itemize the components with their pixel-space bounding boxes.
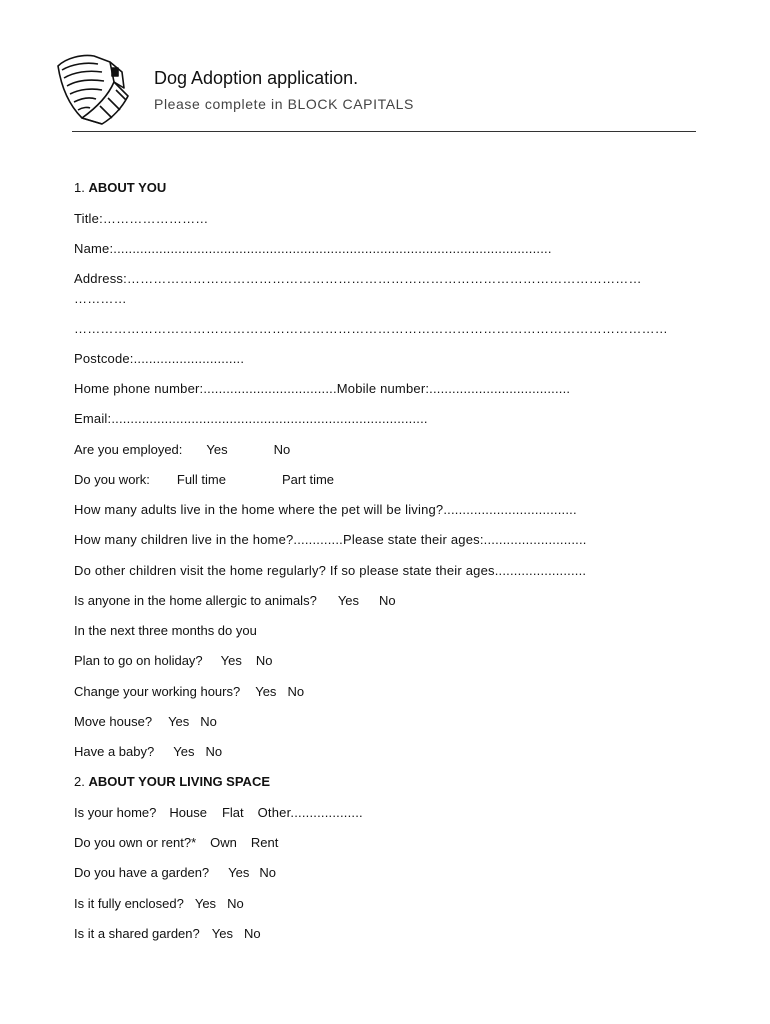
- visiting-children-question: Do other children visit the home regularly? If so please state their ages........................: [74, 563, 587, 578]
- move-no-option[interactable]: No: [200, 714, 217, 729]
- shared-no-option[interactable]: No: [243, 926, 261, 941]
- shared-garden-row: [74, 926, 261, 942]
- garden-no-option[interactable]: No: [259, 865, 276, 880]
- part-time-option[interactable]: Part time: [282, 472, 335, 487]
- section-heading: ABOUT YOU: [88, 180, 167, 195]
- hours-row: [74, 684, 304, 700]
- allergic-yes-option[interactable]: Yes: [337, 593, 360, 608]
- baby-no-option[interactable]: No: [205, 744, 223, 759]
- children-ages-field[interactable]: Please state their ages:...........................: [343, 532, 587, 547]
- next-months-text: In the next three months do you: [74, 623, 257, 638]
- home-type-question: Is your home?: [74, 805, 157, 820]
- own-option[interactable]: Own: [210, 835, 237, 850]
- enclosed-yes-option[interactable]: Yes: [194, 896, 217, 911]
- rent-option[interactable]: Rent: [250, 835, 279, 850]
- address-line-2[interactable]: [74, 321, 668, 337]
- full-time-option[interactable]: Full time: [176, 472, 226, 487]
- work-row: [74, 472, 334, 488]
- house-option[interactable]: House: [169, 805, 207, 820]
- own-rent-row: [74, 835, 278, 851]
- holiday-row: [74, 653, 273, 669]
- baby-yes-option[interactable]: Yes: [173, 744, 195, 759]
- adults-field[interactable]: [74, 502, 577, 518]
- children-count-field[interactable]: How many children live in the home?.............: [74, 532, 343, 547]
- home-type-row: [74, 805, 363, 821]
- enclosed-no-option[interactable]: No: [227, 896, 244, 911]
- name-label: Name:...................................................................................................................: [74, 241, 552, 256]
- adults-question: How many adults live in the home where the pet will be living?...................................: [74, 502, 577, 517]
- employed-row: [74, 442, 290, 458]
- section-heading: ABOUT YOUR LIVING SPACE: [88, 774, 271, 789]
- employed-question: Are you employed:: [74, 442, 183, 457]
- allergic-question: Is anyone in the home allergic to animals?: [74, 593, 317, 608]
- email-field[interactable]: [74, 411, 428, 427]
- move-question: Move house?: [74, 714, 153, 729]
- address-field[interactable]: [74, 271, 642, 287]
- page-title: Dog Adoption application.: [154, 68, 359, 88]
- section-living-space-heading: [74, 774, 270, 790]
- allergic-row: [74, 593, 396, 609]
- next-months-label: [74, 623, 257, 639]
- title-field[interactable]: [74, 211, 209, 227]
- visiting-children-field[interactable]: [74, 563, 586, 579]
- title-label: Title:……………………: [74, 211, 209, 226]
- page-subtitle: Please complete in BLOCK CAPITALS: [154, 96, 414, 112]
- hours-question: Change your working hours?: [74, 684, 241, 699]
- address-label: Address:………………………………………………………………………………………………………: [74, 271, 642, 286]
- employed-yes-option[interactable]: Yes: [206, 442, 228, 457]
- ark-logo-icon: [52, 52, 132, 126]
- holiday-question: Plan to go on holiday?: [74, 653, 203, 668]
- postcode-field[interactable]: [74, 351, 244, 367]
- hours-yes-option[interactable]: Yes: [255, 684, 277, 699]
- hours-no-option[interactable]: No: [287, 684, 305, 699]
- postcode-label: Postcode:.............................: [74, 351, 245, 366]
- mobile-field[interactable]: Mobile number:.....................................: [336, 381, 571, 396]
- move-yes-option[interactable]: Yes: [168, 714, 190, 729]
- phone-row: [74, 381, 570, 397]
- home-phone-field[interactable]: Home phone number:...................................: [74, 381, 337, 396]
- garden-question: Do you have a garden?: [74, 865, 210, 880]
- name-field[interactable]: [74, 241, 552, 257]
- work-question: Do you work:: [74, 472, 150, 487]
- shared-garden-question: Is it a shared garden?: [74, 926, 200, 941]
- section-about-you-heading: [74, 180, 166, 196]
- children-row: [74, 532, 587, 548]
- enclosed-row: [74, 896, 244, 912]
- allergic-no-option[interactable]: No: [379, 593, 396, 608]
- email-label: Email:...................................................................................: [74, 411, 428, 426]
- move-row: [74, 714, 217, 730]
- garden-yes-option[interactable]: Yes: [228, 865, 250, 880]
- holiday-no-option[interactable]: No: [255, 653, 273, 668]
- address-line-2-dots: ………………………………………………………………………………………………………………………: [74, 321, 668, 336]
- own-rent-question: Do you own or rent?*: [74, 835, 197, 850]
- holiday-yes-option[interactable]: Yes: [220, 653, 242, 668]
- employed-no-option[interactable]: No: [273, 442, 291, 457]
- other-option-field[interactable]: Other...................: [257, 805, 363, 820]
- section-number: 2.: [74, 774, 85, 789]
- baby-question: Have a baby?: [74, 744, 155, 759]
- flat-option[interactable]: Flat: [221, 805, 244, 820]
- address-field-continued[interactable]: [74, 291, 127, 307]
- address-continued: …………: [74, 291, 127, 306]
- shared-yes-option[interactable]: Yes: [211, 926, 233, 941]
- section-number: 1.: [74, 180, 85, 195]
- header-divider: [72, 131, 696, 132]
- enclosed-question: Is it fully enclosed?: [74, 896, 184, 911]
- baby-row: [74, 744, 222, 760]
- garden-row: [74, 865, 276, 881]
